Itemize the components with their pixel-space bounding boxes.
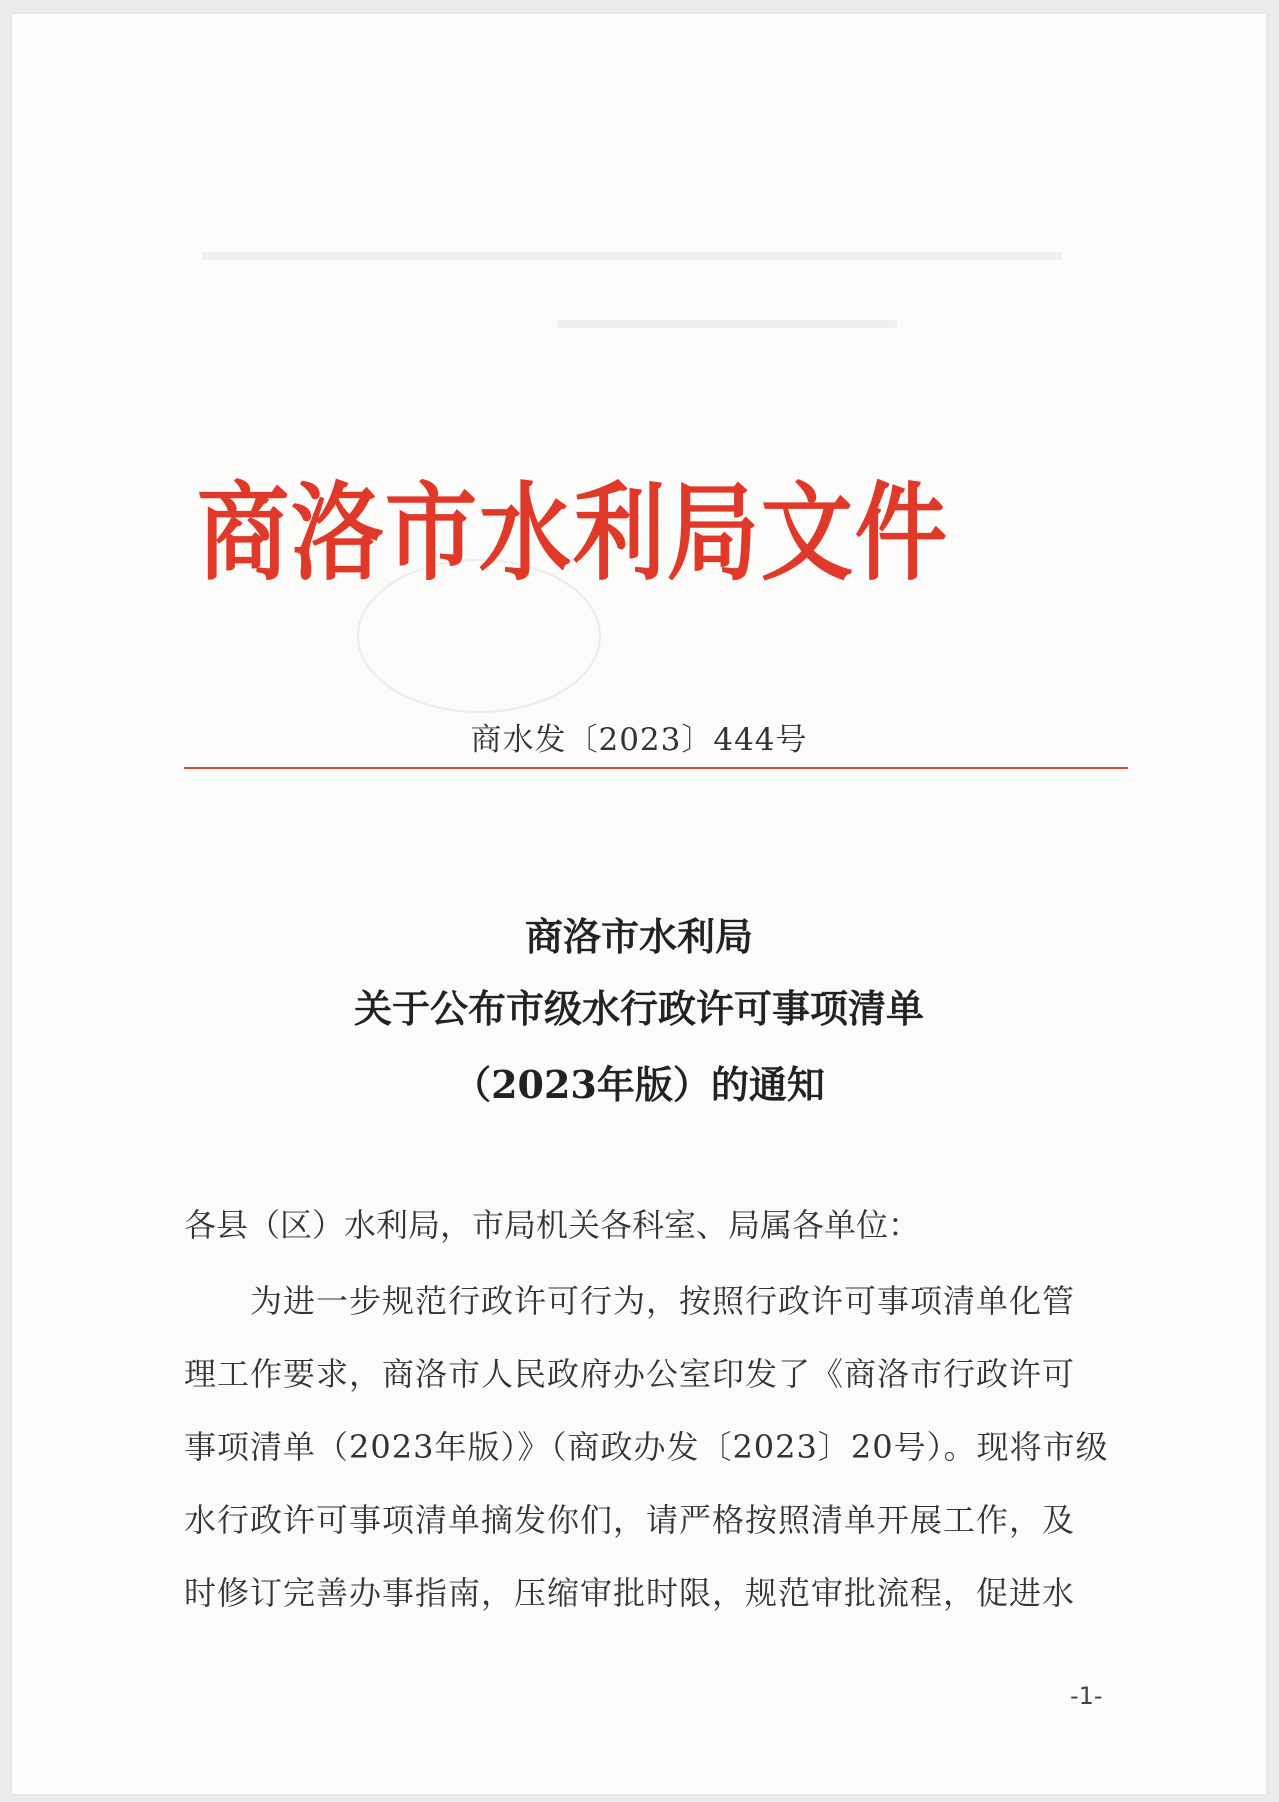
notice-title-line-3: （2023年版）的通知 [453, 1062, 825, 1107]
salutation: 各县（区）水利局，市局机关各科室、局属各单位： [184, 1206, 921, 1244]
document-page [12, 14, 1266, 1794]
page-number: -1- [1070, 1682, 1103, 1710]
body-text-line: 水行政许可事项清单摘发你们，请严格按照清单开展工作，及 [184, 1501, 1076, 1539]
red-separator-rule [184, 767, 1128, 769]
body-text-line: 理工作要求，商洛市人民政府办公室印发了《商洛市行政许可 [184, 1355, 1076, 1393]
document-masthead: 商洛市水利局文件 [197, 470, 949, 595]
notice-title-line-2: 关于公布市级水行政许可事项清单 [353, 986, 924, 1031]
document-number: 商水发〔2023〕444号 [470, 722, 808, 758]
body-text-line: 时修订完善办事指南，压缩审批时限，规范审批流程，促进水 [184, 1574, 1076, 1612]
notice-title-line-1: 商洛市水利局 [524, 914, 753, 959]
bleed-through-line [557, 320, 897, 328]
bleed-through-line [202, 252, 1062, 260]
body-text-line: 为进一步规范行政许可行为，按照行政许可事项清单化管 [184, 1282, 1076, 1320]
body-text-line: 事项清单（2023年版）》（商政办发〔2023〕20号）。现将市级 [184, 1428, 1109, 1466]
